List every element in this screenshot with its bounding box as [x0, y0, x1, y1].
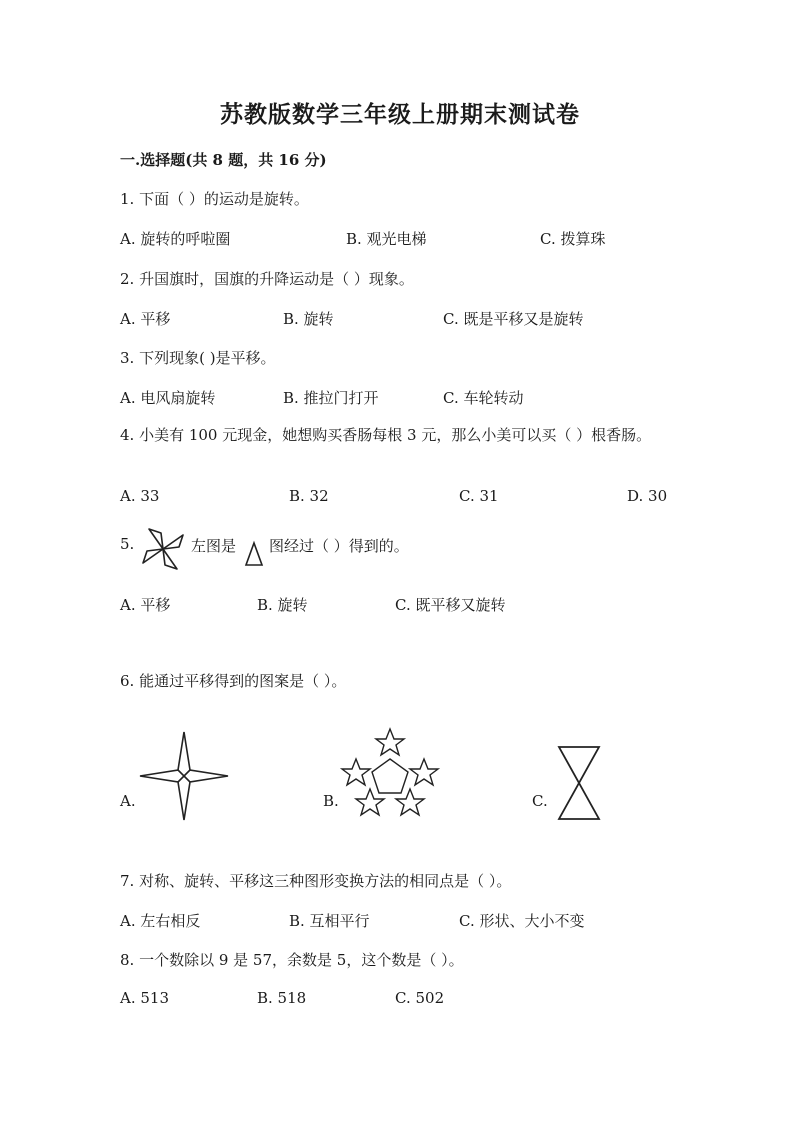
five-stars-figure: [342, 727, 438, 823]
q6-option-b[interactable]: B.: [323, 792, 339, 810]
q2-option-a[interactable]: A. 平移: [120, 310, 171, 328]
q8-option-c[interactable]: C. 502: [395, 989, 445, 1007]
q6-option-c[interactable]: C.: [532, 792, 548, 810]
q3-option-b[interactable]: B. 推拉门打开: [283, 389, 379, 407]
q3-option-a[interactable]: A. 电风扇旋转: [120, 389, 216, 407]
question-3: 3. 下列现象( )是平移。: [120, 349, 276, 367]
q4-option-b[interactable]: B. 32: [289, 487, 329, 505]
question-7: 7. 对称、旋转、平移这三种图形变换方法的相同点是（ ）。: [120, 872, 512, 890]
q5-option-a[interactable]: A. 平移: [120, 596, 171, 614]
q8-option-a[interactable]: A. 513: [120, 989, 169, 1007]
q4-option-a[interactable]: A. 33: [120, 487, 160, 505]
q7-option-a[interactable]: A. 左右相反: [120, 912, 201, 930]
section-heading: 一.选择题(共 8 题，共 16 分): [120, 151, 327, 169]
q2-option-c[interactable]: C. 既是平移又是旋转: [443, 310, 584, 328]
question-5-end: 图经过（ ）得到的。: [269, 537, 409, 555]
question-5-number: 5.: [120, 535, 135, 553]
four-point-star-figure: [138, 730, 230, 822]
hourglass-figure: [557, 745, 601, 821]
question-8: 8. 一个数除以 9 是 57，余数是 5，这个数是（ ）。: [120, 951, 464, 969]
q7-option-c[interactable]: C. 形状、大小不变: [459, 912, 585, 930]
q3-option-c[interactable]: C. 车轮转动: [443, 389, 524, 407]
q6-option-a[interactable]: A.: [120, 792, 136, 810]
question-5-mid: 左图是: [191, 537, 237, 555]
question-1: 1. 下面（ ）的运动是旋转。: [120, 190, 309, 208]
q7-option-b[interactable]: B. 互相平行: [289, 912, 370, 930]
q1-option-c[interactable]: C. 拨算珠: [540, 230, 606, 248]
q5-option-c[interactable]: C. 既平移又旋转: [395, 596, 506, 614]
pinwheel-figure: [141, 527, 185, 571]
q1-option-a[interactable]: A. 旋转的呼啦圈: [120, 230, 231, 248]
q8-option-b[interactable]: B. 518: [257, 989, 307, 1007]
question-2: 2. 升国旗时，国旗的升降运动是（ ）现象。: [120, 270, 414, 288]
triangle-figure: [244, 541, 264, 567]
q1-option-b[interactable]: B. 观光电梯: [346, 230, 427, 248]
q2-option-b[interactable]: B. 旋转: [283, 310, 334, 328]
q4-option-c[interactable]: C. 31: [459, 487, 499, 505]
question-6: 6. 能通过平移得到的图案是（ ）。: [120, 672, 347, 690]
q4-option-d[interactable]: D. 30: [627, 487, 668, 505]
question-4: 4. 小美有 100 元现金，她想购买香肠每根 3 元，那么小美可以买（ ）根香肠。: [120, 426, 652, 444]
page-title: 苏教版数学三年级上册期末测试卷: [220, 101, 580, 128]
q5-option-b[interactable]: B. 旋转: [257, 596, 308, 614]
